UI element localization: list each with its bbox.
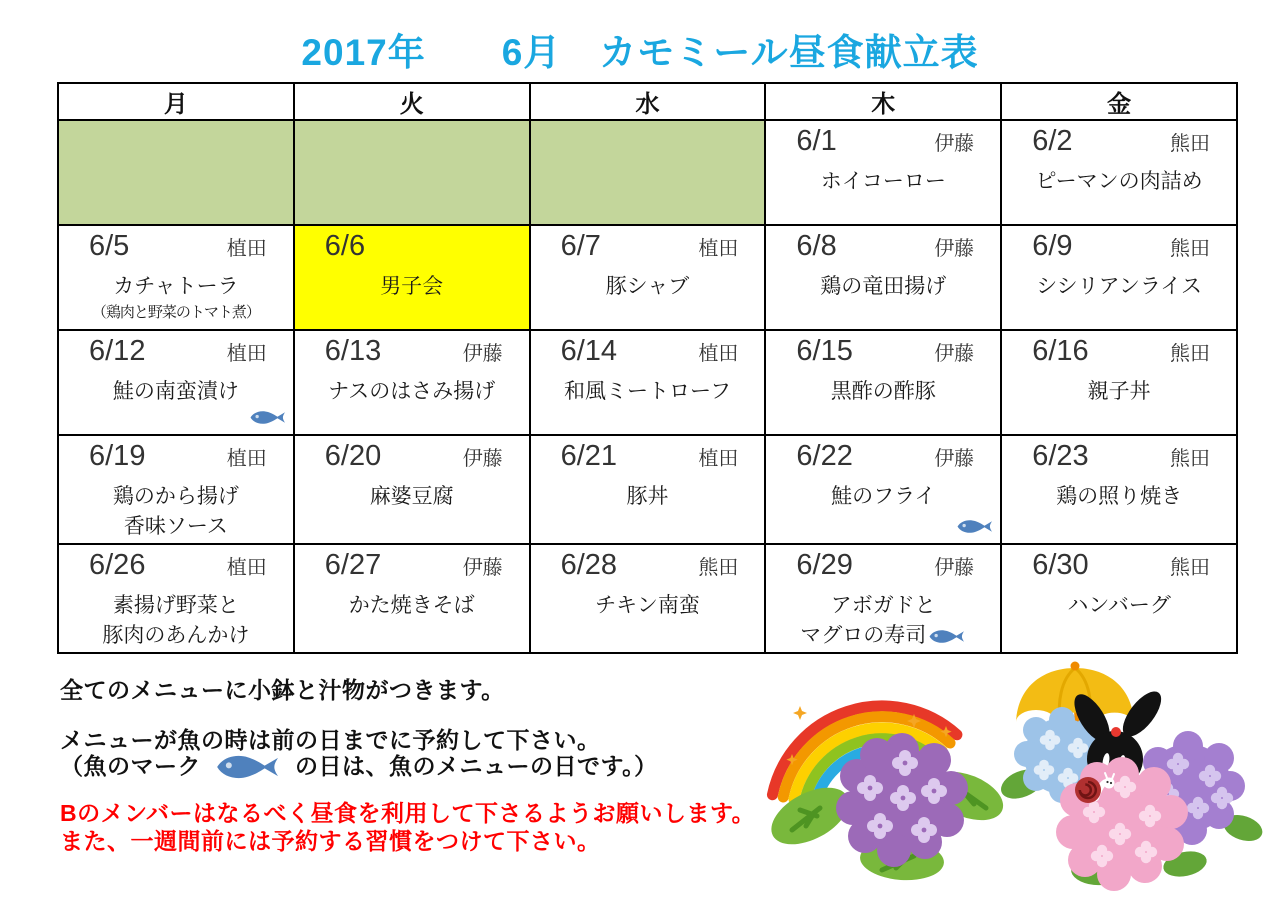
staff-label: 植田 <box>226 343 267 365</box>
menu-line: 鶏のから揚げ <box>112 485 239 508</box>
calendar-cell-6-19 <box>58 435 294 544</box>
date-label: 6/12 <box>89 335 146 367</box>
staff-label: 熊田 <box>1170 133 1210 155</box>
date-label: 6/29 <box>796 548 853 581</box>
week-row-1 <box>58 120 1237 225</box>
menu-line: 鮭の南蛮漬け <box>112 380 239 403</box>
fish-icon <box>249 409 287 426</box>
staff-label: 熊田 <box>698 556 739 579</box>
date-label: 6/2 <box>1032 125 1073 157</box>
staff-label: 植田 <box>698 448 739 470</box>
date-label: 6/28 <box>560 548 618 581</box>
date-label: 6/20 <box>324 440 382 472</box>
date-label: 6/14 <box>560 335 618 367</box>
calendar-cell-6-27 <box>294 544 530 653</box>
week-row-5 <box>58 544 1237 653</box>
calendar-cell-6-13 <box>294 330 530 435</box>
staff-label: 伊藤 <box>462 556 503 579</box>
header-wednesday: 水 <box>530 83 766 120</box>
calendar-cell-6-6-highlighted <box>294 225 530 330</box>
umbrella-hydrangea-illustration <box>1000 656 1272 894</box>
staff-label: 伊藤 <box>934 343 975 365</box>
date-label: 6/1 <box>796 125 837 157</box>
calendar-cell-6-16 <box>1001 330 1237 435</box>
date-label: 6/13 <box>324 335 382 367</box>
staff-label: 植田 <box>698 238 739 260</box>
menu-line: マグロの寿司 <box>800 624 927 648</box>
date-label: 6/30 <box>1032 548 1089 581</box>
date-label: 6/16 <box>1032 335 1089 367</box>
header-thursday: 木 <box>765 83 1001 120</box>
menu-line: ホイコーロー <box>820 170 946 193</box>
date-label: 6/23 <box>1032 440 1089 472</box>
menu-line: 親子丼 <box>1087 380 1151 403</box>
menu-subline: （鶏肉と野菜のトマト煮） <box>91 304 260 322</box>
note-fish-reservation: メニューが魚の時は前の日までに予約して下さい。 <box>60 727 601 753</box>
staff-label: 伊藤 <box>934 556 975 579</box>
menu-line: 鮭のフライ <box>831 485 936 508</box>
staff-label: 伊藤 <box>934 448 975 470</box>
header-tuesday: 火 <box>294 83 530 120</box>
note-fish-legend <box>60 748 658 782</box>
staff-label: 植田 <box>226 238 267 260</box>
empty-cell <box>294 120 530 225</box>
header-friday: 金 <box>1001 83 1237 120</box>
menu-line: チキン南蛮 <box>595 593 700 617</box>
week-row-3 <box>58 330 1237 435</box>
empty-cell <box>530 120 766 225</box>
calendar-cell-6-14 <box>530 330 766 435</box>
calendar-cell-6-20 <box>294 435 530 544</box>
calendar-cell-6-2 <box>1001 120 1237 225</box>
staff-label: 伊藤 <box>462 448 503 470</box>
staff-label: 伊藤 <box>462 343 503 365</box>
date-label: 6/26 <box>89 548 146 581</box>
date-label: 6/9 <box>1032 230 1073 262</box>
staff-label: 熊田 <box>1170 238 1210 260</box>
menu-line: 豚肉のあんかけ <box>102 624 250 648</box>
menu-line: アボガドと <box>830 593 936 617</box>
calendar-cell-6-28 <box>530 544 766 653</box>
calendar-cell-6-23 <box>1001 435 1237 544</box>
menu-line: 素揚げ野菜と <box>112 593 239 617</box>
week-row-2 <box>58 225 1237 330</box>
calendar-cell-6-1 <box>765 120 1001 225</box>
calendar-cell-6-22 <box>765 435 1001 544</box>
staff-label: 植田 <box>226 556 267 579</box>
fish-icon <box>956 518 994 535</box>
menu-line: シシリアンライス <box>1036 275 1202 298</box>
calendar-cell-6-30 <box>1001 544 1237 653</box>
menu-line: 麻婆豆腐 <box>369 485 454 508</box>
menu-line: ピーマンの肉詰め <box>1035 170 1203 193</box>
fish-icon <box>211 752 285 782</box>
date-label: 6/19 <box>89 440 146 472</box>
staff-label: 熊田 <box>1170 448 1210 470</box>
date-label: 6/22 <box>796 440 853 472</box>
fish-icon <box>928 628 966 645</box>
staff-label: 伊藤 <box>934 133 975 155</box>
menu-line: 豚シャブ <box>605 275 690 298</box>
calendar-cell-6-9 <box>1001 225 1237 330</box>
date-label: 6/21 <box>560 440 618 472</box>
staff-label: 熊田 <box>1170 556 1210 579</box>
note-fish-legend-pre: （魚のマーク <box>60 753 201 779</box>
staff-label: 熊田 <box>1170 343 1210 365</box>
date-label: 6/15 <box>796 335 853 367</box>
date-label: 6/6 <box>324 230 366 262</box>
menu-calendar-table <box>57 82 1238 654</box>
date-label: 6/27 <box>324 548 382 581</box>
calendar-cell-6-7 <box>530 225 766 330</box>
menu-line: ナスのはさみ揚げ <box>328 380 496 403</box>
menu-line: 鶏の照り焼き <box>1056 485 1183 508</box>
header-row <box>58 83 1237 120</box>
rainbow-hydrangea-illustration <box>762 658 1005 882</box>
calendar-cell-6-12 <box>58 330 294 435</box>
note-week-before: また、一週間前には予約する習慣をつけて下さい。 <box>60 828 601 854</box>
menu-line: 香味ソース <box>123 515 228 539</box>
note-side-dishes: 全てのメニューに小鉢と汁物がつきます。 <box>60 677 505 703</box>
calendar-cell-6-21 <box>530 435 766 544</box>
date-label: 6/8 <box>796 230 837 262</box>
menu-line: 黒酢の酢豚 <box>830 380 936 403</box>
header-monday: 月 <box>58 83 294 120</box>
date-label: 6/5 <box>89 230 130 262</box>
staff-label: 伊藤 <box>934 238 975 260</box>
staff-label: 植田 <box>226 448 267 470</box>
empty-cell <box>58 120 294 225</box>
menu-line: カチャトーラ <box>113 275 239 298</box>
calendar-cell-6-15 <box>765 330 1001 435</box>
staff-label: 植田 <box>698 343 739 365</box>
calendar-cell-6-5 <box>58 225 294 330</box>
menu-line: 和風ミートローフ <box>564 380 731 403</box>
note-fish-legend-post: の日は、魚のメニューの日です。） <box>295 753 658 779</box>
note-b-members: Bのメンバーはなるべく昼食を利用して下さるようお願いします。 <box>60 800 756 826</box>
calendar-cell-6-29 <box>765 544 1001 653</box>
page-title: 2017年 6月 カモミール昼食献立表 <box>301 32 979 73</box>
week-row-4 <box>58 435 1237 544</box>
calendar-cell-6-8 <box>765 225 1001 330</box>
menu-line: 男子会 <box>380 275 444 298</box>
menu-line: ハンバーグ <box>1067 593 1171 617</box>
calendar-cell-6-26 <box>58 544 294 653</box>
menu-line: 豚丼 <box>626 485 669 508</box>
menu-line: かた焼きそば <box>348 593 475 617</box>
date-label: 6/7 <box>560 230 601 262</box>
menu-line: 鶏の竜田揚げ <box>820 275 947 298</box>
